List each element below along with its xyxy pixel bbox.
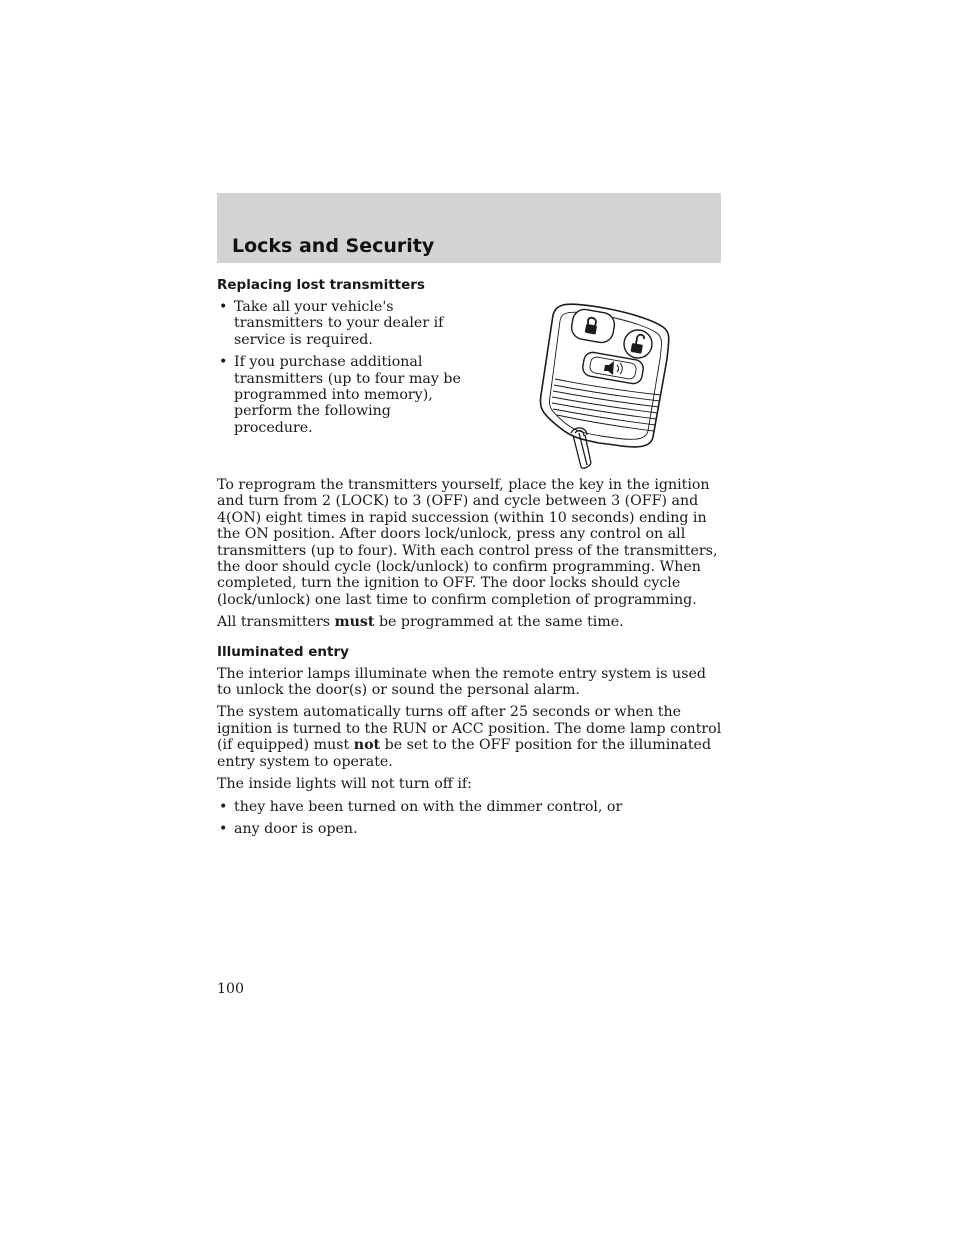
remote-transmitter-illustration <box>535 299 675 471</box>
page-number: 100 <box>217 981 245 997</box>
emphasis-must: must <box>334 614 375 631</box>
reprogram-paragraph: To reprogram the transmitters yourself, place the key in the ignition and turn from 2 (LOCK) to 3 (OFF) and cycle between 3 (OFF) and 4(ON) eight times in rapid succession (within 10 seconds) ending in the ON position. After doors lock/unlock, press any control on all transmitters (up to four). With each control press of the transmitters, the door should cycle (lock/unlock) to confirm programming. When completed, turn the ignition to OFF. The door locks should cycle (lock/unlock) one last time to confirm completion of programming. <box>217 477 718 608</box>
list-item: • If you purchase additional transmitters (up to four may be programmed into memory), perform the following procedure. <box>217 354 467 436</box>
section-header-band <box>217 193 721 263</box>
list-item: • any door is open. <box>217 821 722 837</box>
text-span: be set to the OFF position for the illuminated entry system to operate. <box>217 737 712 770</box>
emphasis-not: not <box>353 737 381 754</box>
section-title: Locks and Security <box>232 235 435 257</box>
inside-lights-bullets <box>217 799 722 838</box>
list-item: • Take all your vehicle's transmitters to your dealer if service is required. <box>217 299 467 348</box>
illuminated-paragraph-1: The interior lamps illuminate when the remote entry system is used to unlock the door(s) or sound the personal alarm. <box>217 665 706 699</box>
text-span: The system automatically turns off after 25 seconds or when the ignition is turned to the RUN or ACC position. The dome lamp control (if equipped) must <box>217 704 722 754</box>
replacing-heading: Replacing lost transmitters <box>217 277 425 293</box>
text-span: All transmitters <box>217 614 335 631</box>
illuminated-paragraph-3: The inside lights will not turn off if: <box>217 776 472 793</box>
list-item: • they have been turned on with the dimmer control, or <box>217 799 722 815</box>
text-span: be programmed at the same time. <box>374 614 624 631</box>
illuminated-entry-heading: Illuminated entry <box>217 643 349 660</box>
replacing-transmitters-block <box>217 277 722 477</box>
unlock-icon <box>624 330 652 358</box>
same-time-note <box>217 614 722 630</box>
page-content <box>217 277 722 843</box>
replacing-bullets <box>217 299 467 436</box>
illuminated-paragraph-2 <box>217 704 722 770</box>
